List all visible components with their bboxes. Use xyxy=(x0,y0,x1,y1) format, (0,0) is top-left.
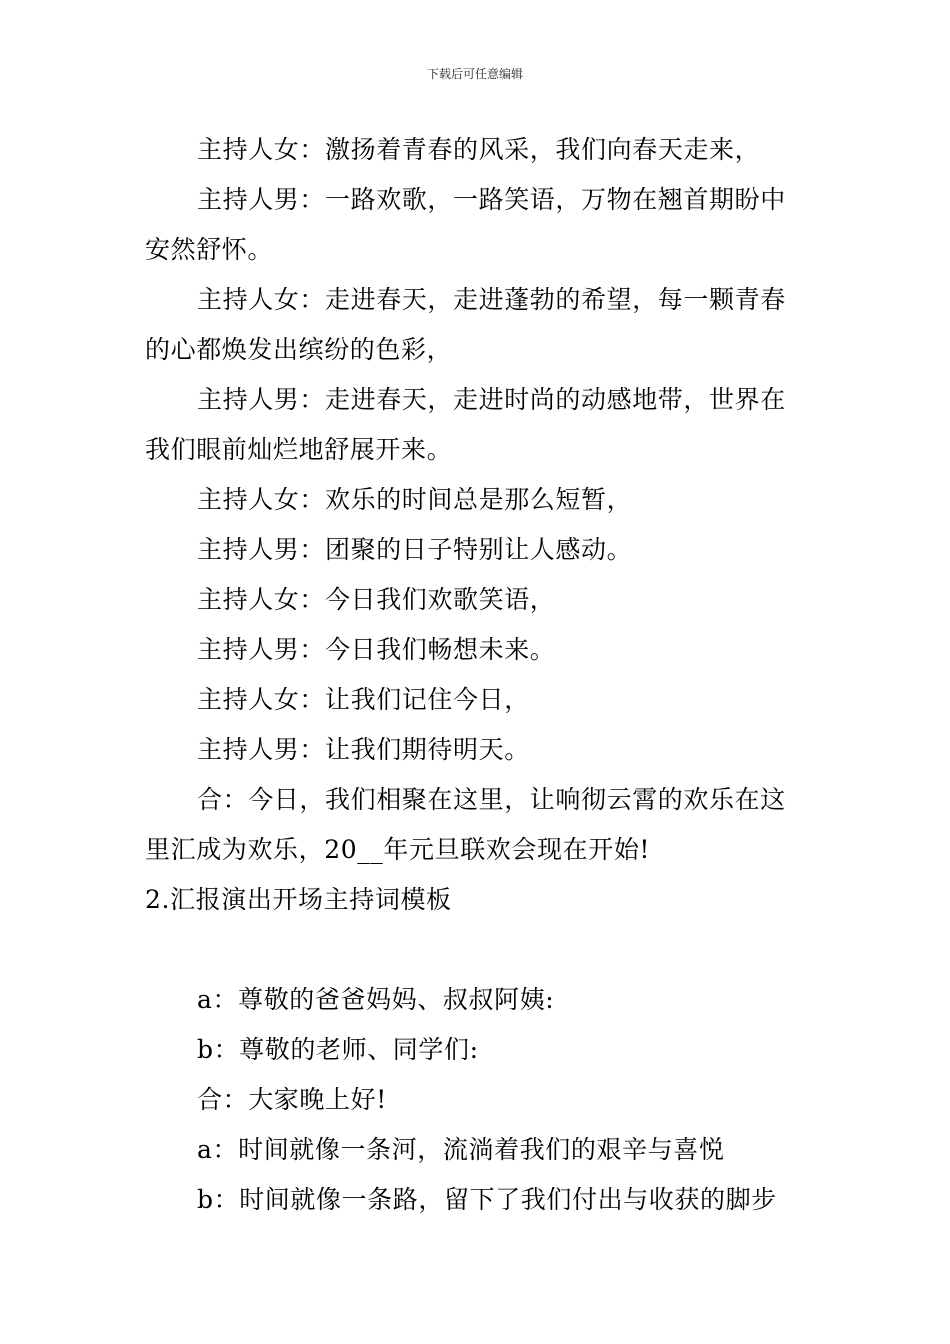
paragraph: 主持人男：让我们期待明天。 xyxy=(197,735,530,764)
paragraph: b：尊敬的老师、同学们: xyxy=(197,1035,479,1064)
section-heading: 2.汇报演出开场主持词模板 xyxy=(145,885,452,914)
paragraph: 主持人男：团聚的日子特别让人感动。 xyxy=(197,535,633,564)
paragraph: 主持人女：今日我们欢歌笑语， xyxy=(197,585,556,614)
blank-line xyxy=(145,925,810,975)
document-body xyxy=(145,125,810,1225)
paragraph: 合：今日，我们相聚在这里，让响彻云霄的欢乐在这里汇成为欢乐，20__年元旦联欢会现在开始! xyxy=(145,785,786,864)
paragraph: a：时间就像一条河，流淌着我们的艰辛与喜悦 xyxy=(197,1135,725,1164)
paragraph: 主持人男：今日我们畅想未来。 xyxy=(197,635,556,664)
page-header-note: 下载后可任意编辑 xyxy=(426,67,523,81)
paragraph: 主持人女：激扬着青春的风采，我们向春天走来， xyxy=(197,135,761,164)
paragraph: 主持人女：走进春天，走进蓬勃的希望，每一颗青春的心都焕发出缤纷的色彩， xyxy=(145,285,786,364)
paragraph: 合：大家晚上好! xyxy=(197,1085,387,1114)
paragraph: a：尊敬的爸爸妈妈、叔叔阿姨: xyxy=(197,985,555,1014)
paragraph: 主持人男：走进春天，走进时尚的动感地带，世界在我们眼前灿烂地舒展开来。 xyxy=(145,385,786,464)
paragraph: 主持人男：一路欢歌，一路笑语，万物在翘首期盼中安然舒怀。 xyxy=(145,185,786,264)
paragraph: 主持人女：让我们记住今日， xyxy=(197,685,530,714)
paragraph: b：时间就像一条路，留下了我们付出与收获的脚步 xyxy=(197,1185,777,1214)
paragraph: 主持人女：欢乐的时间总是那么短暂， xyxy=(197,485,633,514)
